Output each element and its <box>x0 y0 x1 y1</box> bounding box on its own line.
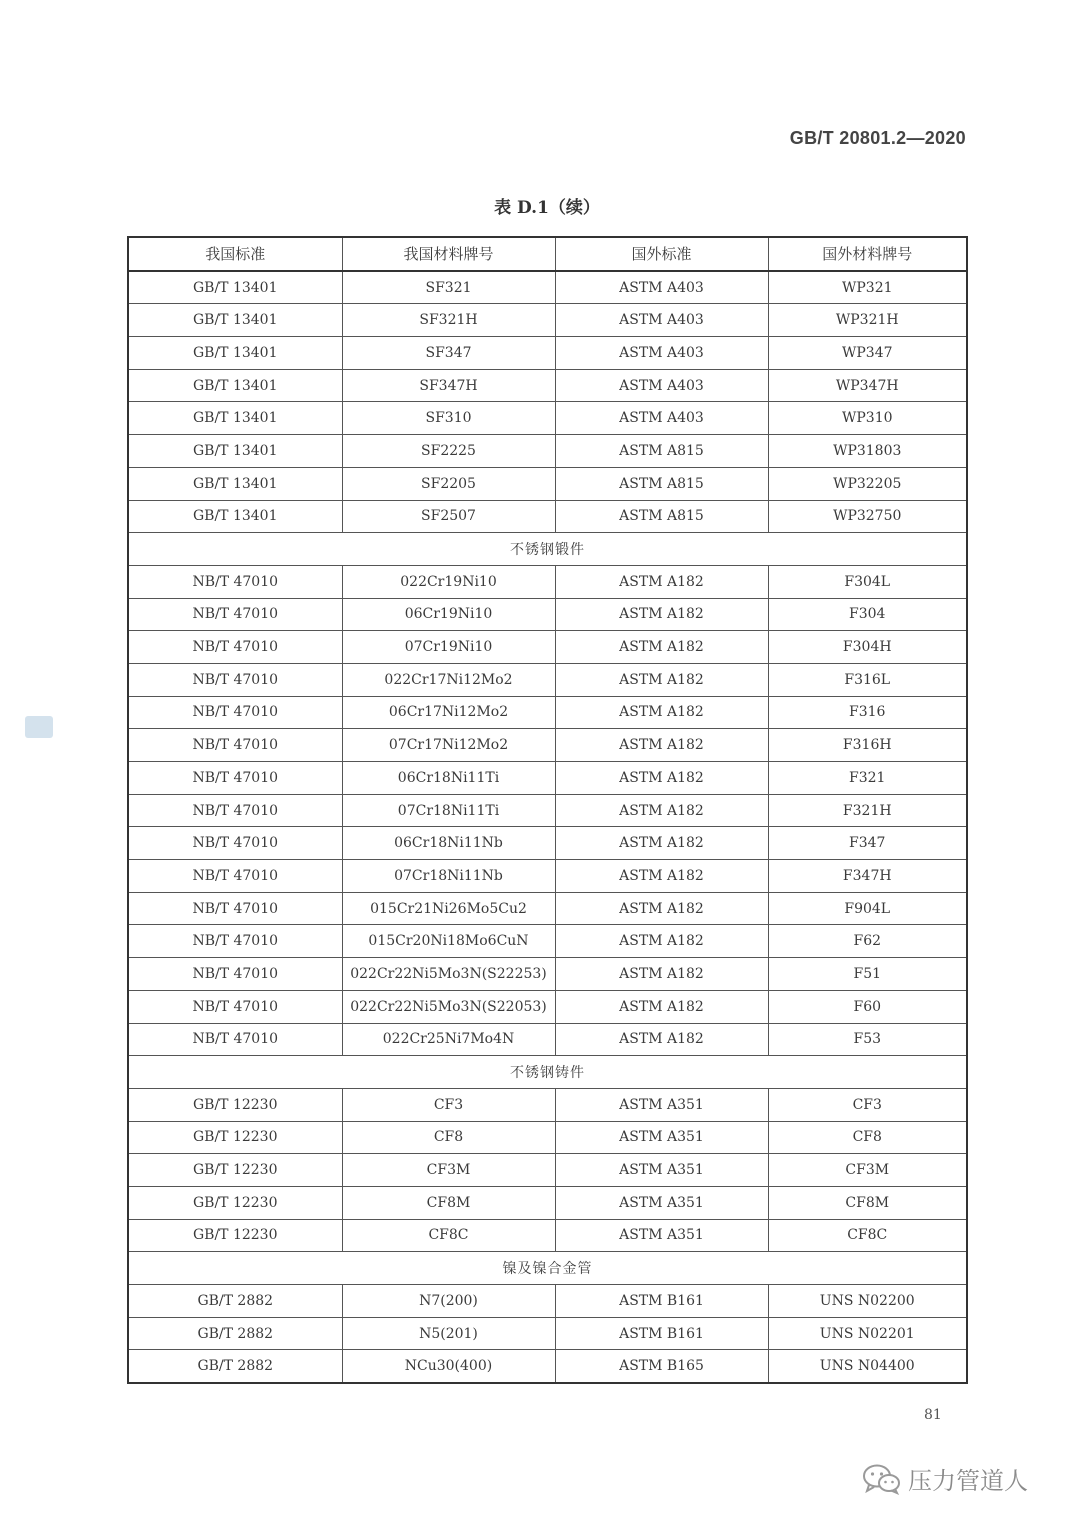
section-row <box>128 1252 967 1285</box>
table-cell: WP310 <box>768 402 967 435</box>
table-cell: GB/T 13401 <box>128 467 342 500</box>
table-cell: F321 <box>768 762 967 795</box>
table-cell: ASTM A182 <box>555 762 768 795</box>
table-cell: ASTM A351 <box>555 1121 768 1154</box>
table-cell: ASTM A182 <box>555 663 768 696</box>
table-cell: ASTM A182 <box>555 958 768 991</box>
table-cell: F304L <box>768 565 967 598</box>
table-cell: ASTM A182 <box>555 892 768 925</box>
table-cell: CF8 <box>342 1121 555 1154</box>
table-cell: 022Cr19Ni10 <box>342 565 555 598</box>
table-cell: F347 <box>768 827 967 860</box>
table-cell: F62 <box>768 925 967 958</box>
table-title: 表 D.1（续） <box>494 198 600 218</box>
table-cell: F904L <box>768 892 967 925</box>
table-row <box>128 1317 967 1350</box>
table-cell: UNS N02201 <box>768 1317 967 1350</box>
table-cell: NB/T 47010 <box>128 990 342 1023</box>
materials-table <box>127 236 968 1384</box>
table-cell: WP31803 <box>768 435 967 468</box>
table-row <box>128 1023 967 1056</box>
table-cell: WP321H <box>768 304 967 337</box>
table-row <box>128 337 967 370</box>
table-cell: CF3M <box>342 1154 555 1187</box>
table-row <box>128 892 967 925</box>
table-cell: NB/T 47010 <box>128 958 342 991</box>
table-cell: NB/T 47010 <box>128 729 342 762</box>
table-row <box>128 794 967 827</box>
table-cell: NB/T 47010 <box>128 565 342 598</box>
table-cell: WP32750 <box>768 500 967 533</box>
watermark-text: 压力管道人 <box>908 1467 1028 1495</box>
table-cell: SF2225 <box>342 435 555 468</box>
table-cell: F304H <box>768 631 967 664</box>
watermark <box>862 1461 1028 1496</box>
table-cell: GB/T 12230 <box>128 1154 342 1187</box>
table-cell: NB/T 47010 <box>128 892 342 925</box>
column-header: 国外标准 <box>555 237 768 271</box>
table-cell: 015Cr20Ni18Mo6CuN <box>342 925 555 958</box>
table-cell: ASTM A351 <box>555 1219 768 1252</box>
table-cell: CF3 <box>768 1088 967 1121</box>
table-row <box>128 990 967 1023</box>
table-row <box>128 827 967 860</box>
table-cell: ASTM A182 <box>555 827 768 860</box>
table-cell: NB/T 47010 <box>128 762 342 795</box>
column-header: 我国材料牌号 <box>342 237 555 271</box>
table-cell: F60 <box>768 990 967 1023</box>
table-cell: 07Cr18Ni11Nb <box>342 860 555 893</box>
table-cell: GB/T 12230 <box>128 1088 342 1121</box>
table-cell: NCu30(400) <box>342 1350 555 1383</box>
table-cell: 07Cr19Ni10 <box>342 631 555 664</box>
table-cell: F304 <box>768 598 967 631</box>
table-cell: SF347 <box>342 337 555 370</box>
standard-code: GB/T 20801.2—2020 <box>789 128 966 148</box>
table-cell: F51 <box>768 958 967 991</box>
table-cell: 06Cr19Ni10 <box>342 598 555 631</box>
section-label: 镍及镍合金管 <box>128 1252 967 1285</box>
table-cell: F316L <box>768 663 967 696</box>
table-row <box>128 500 967 533</box>
table-row <box>128 631 967 664</box>
table-row <box>128 762 967 795</box>
table-cell: GB/T 13401 <box>128 369 342 402</box>
table-row <box>128 696 967 729</box>
section-row <box>128 1056 967 1089</box>
table-row <box>128 663 967 696</box>
table-cell: N5(201) <box>342 1317 555 1350</box>
table-cell: ASTM A182 <box>555 860 768 893</box>
table-cell: WP321 <box>768 271 967 304</box>
table-cell: GB/T 13401 <box>128 402 342 435</box>
table-cell: 015Cr21Ni26Mo5Cu2 <box>342 892 555 925</box>
table-cell: NB/T 47010 <box>128 1023 342 1056</box>
table-cell: NB/T 47010 <box>128 696 342 729</box>
table-cell: NB/T 47010 <box>128 794 342 827</box>
table-row <box>128 1219 967 1252</box>
table-cell: UNS N02200 <box>768 1285 967 1318</box>
table-header-row <box>128 237 967 271</box>
section-label: 不锈钢铸件 <box>128 1056 967 1089</box>
column-header: 国外材料牌号 <box>768 237 967 271</box>
table-row <box>128 402 967 435</box>
table-cell: F316H <box>768 729 967 762</box>
table-cell: ASTM A182 <box>555 1023 768 1056</box>
table-cell: NB/T 47010 <box>128 598 342 631</box>
table-cell: N7(200) <box>342 1285 555 1318</box>
table-row <box>128 304 967 337</box>
table-body <box>128 271 967 1383</box>
table-cell: ASTM A403 <box>555 369 768 402</box>
table-cell: F53 <box>768 1023 967 1056</box>
table-cell: 022Cr25Ni7Mo4N <box>342 1023 555 1056</box>
table-cell: ASTM A351 <box>555 1186 768 1219</box>
table-cell: ASTM A182 <box>555 696 768 729</box>
table-cell: GB/T 13401 <box>128 500 342 533</box>
table-cell: ASTM A182 <box>555 925 768 958</box>
table-cell: ASTM A182 <box>555 794 768 827</box>
table-cell: GB/T 2882 <box>128 1317 342 1350</box>
table-cell: WP347H <box>768 369 967 402</box>
table-cell: WP32205 <box>768 467 967 500</box>
table-cell: NB/T 47010 <box>128 827 342 860</box>
table-row <box>128 1285 967 1318</box>
table-cell: SF347H <box>342 369 555 402</box>
table-row <box>128 598 967 631</box>
table-cell: 022Cr17Ni12Mo2 <box>342 663 555 696</box>
table-cell: GB/T 13401 <box>128 435 342 468</box>
table-row <box>128 1121 967 1154</box>
table-cell: CF8M <box>768 1186 967 1219</box>
table-cell: ASTM B161 <box>555 1285 768 1318</box>
table-cell: CF8 <box>768 1121 967 1154</box>
table-cell: NB/T 47010 <box>128 925 342 958</box>
table-row <box>128 369 967 402</box>
table-cell: NB/T 47010 <box>128 631 342 664</box>
table-cell: NB/T 47010 <box>128 860 342 893</box>
table-cell: GB/T 2882 <box>128 1350 342 1383</box>
table-cell: GB/T 12230 <box>128 1186 342 1219</box>
table-cell: ASTM A815 <box>555 435 768 468</box>
table-row <box>128 565 967 598</box>
table-cell: 06Cr18Ni11Ti <box>342 762 555 795</box>
table-cell: GB/T 13401 <box>128 337 342 370</box>
table-cell: ASTM A403 <box>555 402 768 435</box>
column-header: 我国标准 <box>128 237 342 271</box>
table-cell: CF3M <box>768 1154 967 1187</box>
table-cell: GB/T 12230 <box>128 1121 342 1154</box>
table-cell: GB/T 13401 <box>128 271 342 304</box>
table-cell: ASTM A403 <box>555 304 768 337</box>
table-cell: UNS N04400 <box>768 1350 967 1383</box>
section-label: 不锈钢锻件 <box>128 533 967 566</box>
table-cell: ASTM A351 <box>555 1154 768 1187</box>
table-cell: WP347 <box>768 337 967 370</box>
table-row <box>128 1154 967 1187</box>
table-cell: SF2507 <box>342 500 555 533</box>
table-cell: GB/T 2882 <box>128 1285 342 1318</box>
table-cell: GB/T 13401 <box>128 304 342 337</box>
table-cell: F316 <box>768 696 967 729</box>
table-cell: ASTM A403 <box>555 337 768 370</box>
table-cell: 06Cr18Ni11Nb <box>342 827 555 860</box>
table-row <box>128 271 967 304</box>
table-cell: ASTM A815 <box>555 500 768 533</box>
table-cell: NB/T 47010 <box>128 663 342 696</box>
table-cell: 022Cr22Ni5Mo3N(S22053) <box>342 990 555 1023</box>
table-cell: SF321 <box>342 271 555 304</box>
table-cell: CF8C <box>342 1219 555 1252</box>
table-row <box>128 860 967 893</box>
wechat-icon <box>862 1463 902 1495</box>
table-row <box>128 729 967 762</box>
table-cell: CF3 <box>342 1088 555 1121</box>
table-row <box>128 1186 967 1219</box>
table-cell: ASTM A351 <box>555 1088 768 1121</box>
table-cell: ASTM A182 <box>555 631 768 664</box>
table-cell: ASTM A182 <box>555 598 768 631</box>
table-cell: GB/T 12230 <box>128 1219 342 1252</box>
table-row <box>128 958 967 991</box>
table-cell: ASTM A182 <box>555 565 768 598</box>
section-row <box>128 533 967 566</box>
table-cell: F347H <box>768 860 967 893</box>
side-stamp-mark <box>25 716 53 738</box>
table-cell: ASTM A182 <box>555 990 768 1023</box>
table-row <box>128 1088 967 1121</box>
table-cell: 06Cr17Ni12Mo2 <box>342 696 555 729</box>
table-cell: SF321H <box>342 304 555 337</box>
table-row <box>128 1350 967 1383</box>
table-cell: CF8M <box>342 1186 555 1219</box>
table-cell: SF2205 <box>342 467 555 500</box>
table-cell: CF8C <box>768 1219 967 1252</box>
table-cell: SF310 <box>342 402 555 435</box>
table-cell: 07Cr18Ni11Ti <box>342 794 555 827</box>
table-row <box>128 925 967 958</box>
table-row <box>128 467 967 500</box>
table-cell: ASTM B161 <box>555 1317 768 1350</box>
table-cell: ASTM A403 <box>555 271 768 304</box>
table-cell: ASTM A815 <box>555 467 768 500</box>
table-row <box>128 435 967 468</box>
table-cell: F321H <box>768 794 967 827</box>
table-cell: ASTM A182 <box>555 729 768 762</box>
table-cell: 022Cr22Ni5Mo3N(S22253) <box>342 958 555 991</box>
table-cell: ASTM B165 <box>555 1350 768 1383</box>
page-number: 81 <box>924 1407 942 1423</box>
table-cell: 07Cr17Ni12Mo2 <box>342 729 555 762</box>
